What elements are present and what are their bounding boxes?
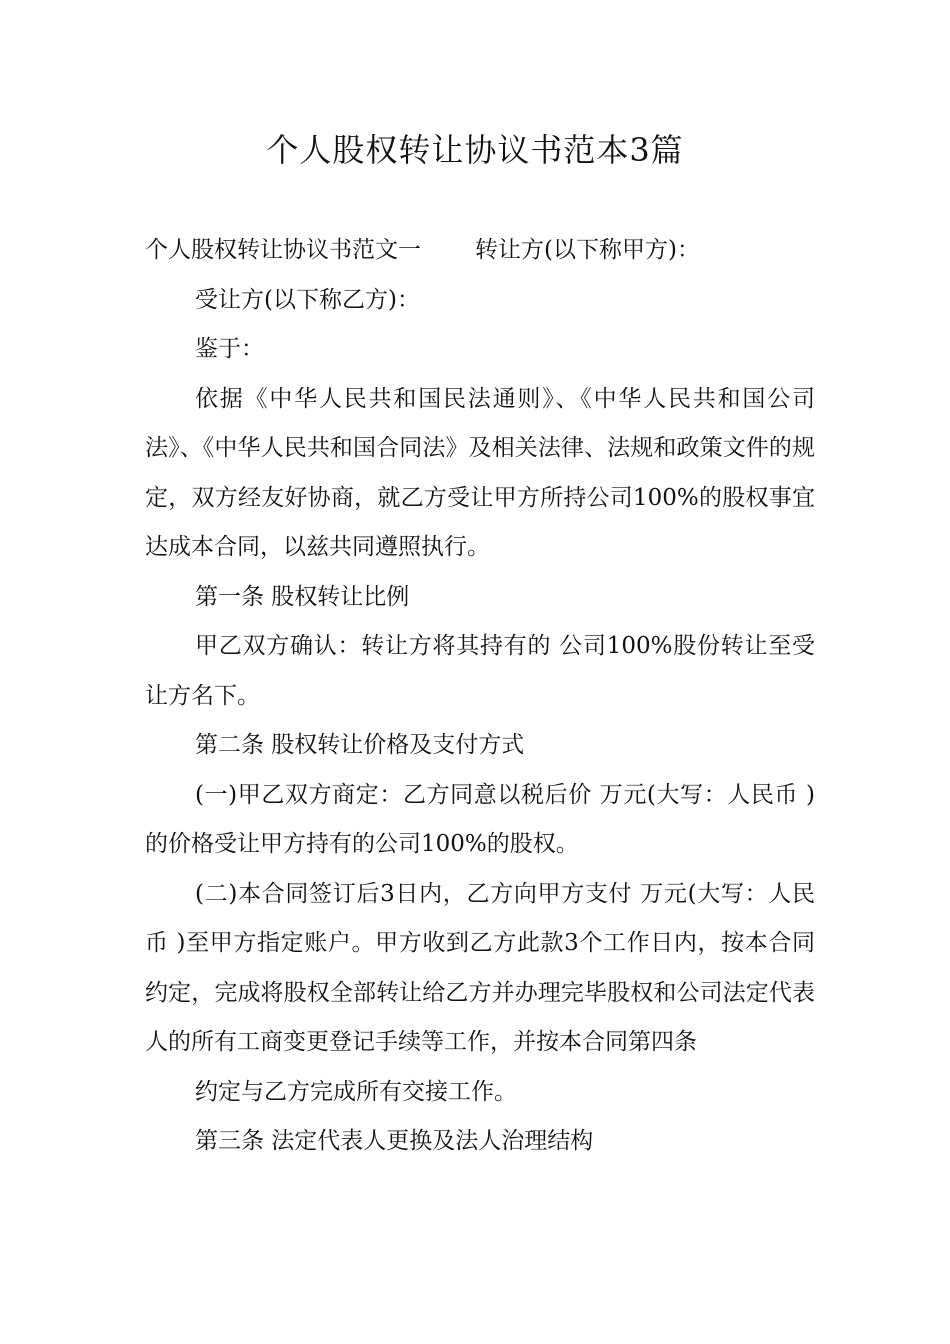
article-2-clause-1: (一)甲乙双方商定：乙方同意以税后价 万元(大写：人民币 )的价格受让甲方持有的公司100%的股权。	[145, 781, 815, 857]
article-1-heading: 第一条 股权转让比例	[195, 583, 410, 610]
article-2-heading: 第二条 股权转让价格及支付方式	[195, 732, 525, 758]
article-1-body: 甲乙双方确认：转让方将其持有的 公司100%股份转让至受让方名下。	[145, 633, 815, 709]
opening-line	[145, 226, 815, 276]
article-2-clause-2: (二)本合同签订后3日内，乙方向甲方支付 万元(大写：人民币 )至甲方指定账户。甲方收到乙方此款3个工作日内，按本合同约定，完成将股权全部转让给乙方并办理完毕股权和公司法定代表人的所有工商变更登记手续等工作，并按本合同第四条	[145, 880, 815, 1055]
document-body	[145, 226, 815, 1167]
whereas-label: 鉴于：	[195, 336, 264, 362]
transferee-label: 受让方(以下称乙方)：	[195, 286, 420, 313]
handover-paragraph: 约定与乙方完成所有交接工作。	[195, 1078, 517, 1105]
article-3-heading: 第三条 法定代表人更换及法人治理结构	[195, 1128, 594, 1154]
document-title: 个人股权转让协议书范本3篇	[266, 131, 684, 169]
recital-paragraph: 依据《中华人民共和国民法通则》、《中华人民共和国公司法》、《中华人民共和国合同法》及相关法律、法规和政策文件的规定，双方经友好协商，就乙方受让甲方所持公司100%的股权事宜达成本合同，以兹共同遵照执行。	[145, 385, 815, 560]
sample-heading: 个人股权转让协议书范文一	[145, 237, 421, 263]
transferor-label: 转让方(以下称甲方)：	[475, 237, 700, 263]
